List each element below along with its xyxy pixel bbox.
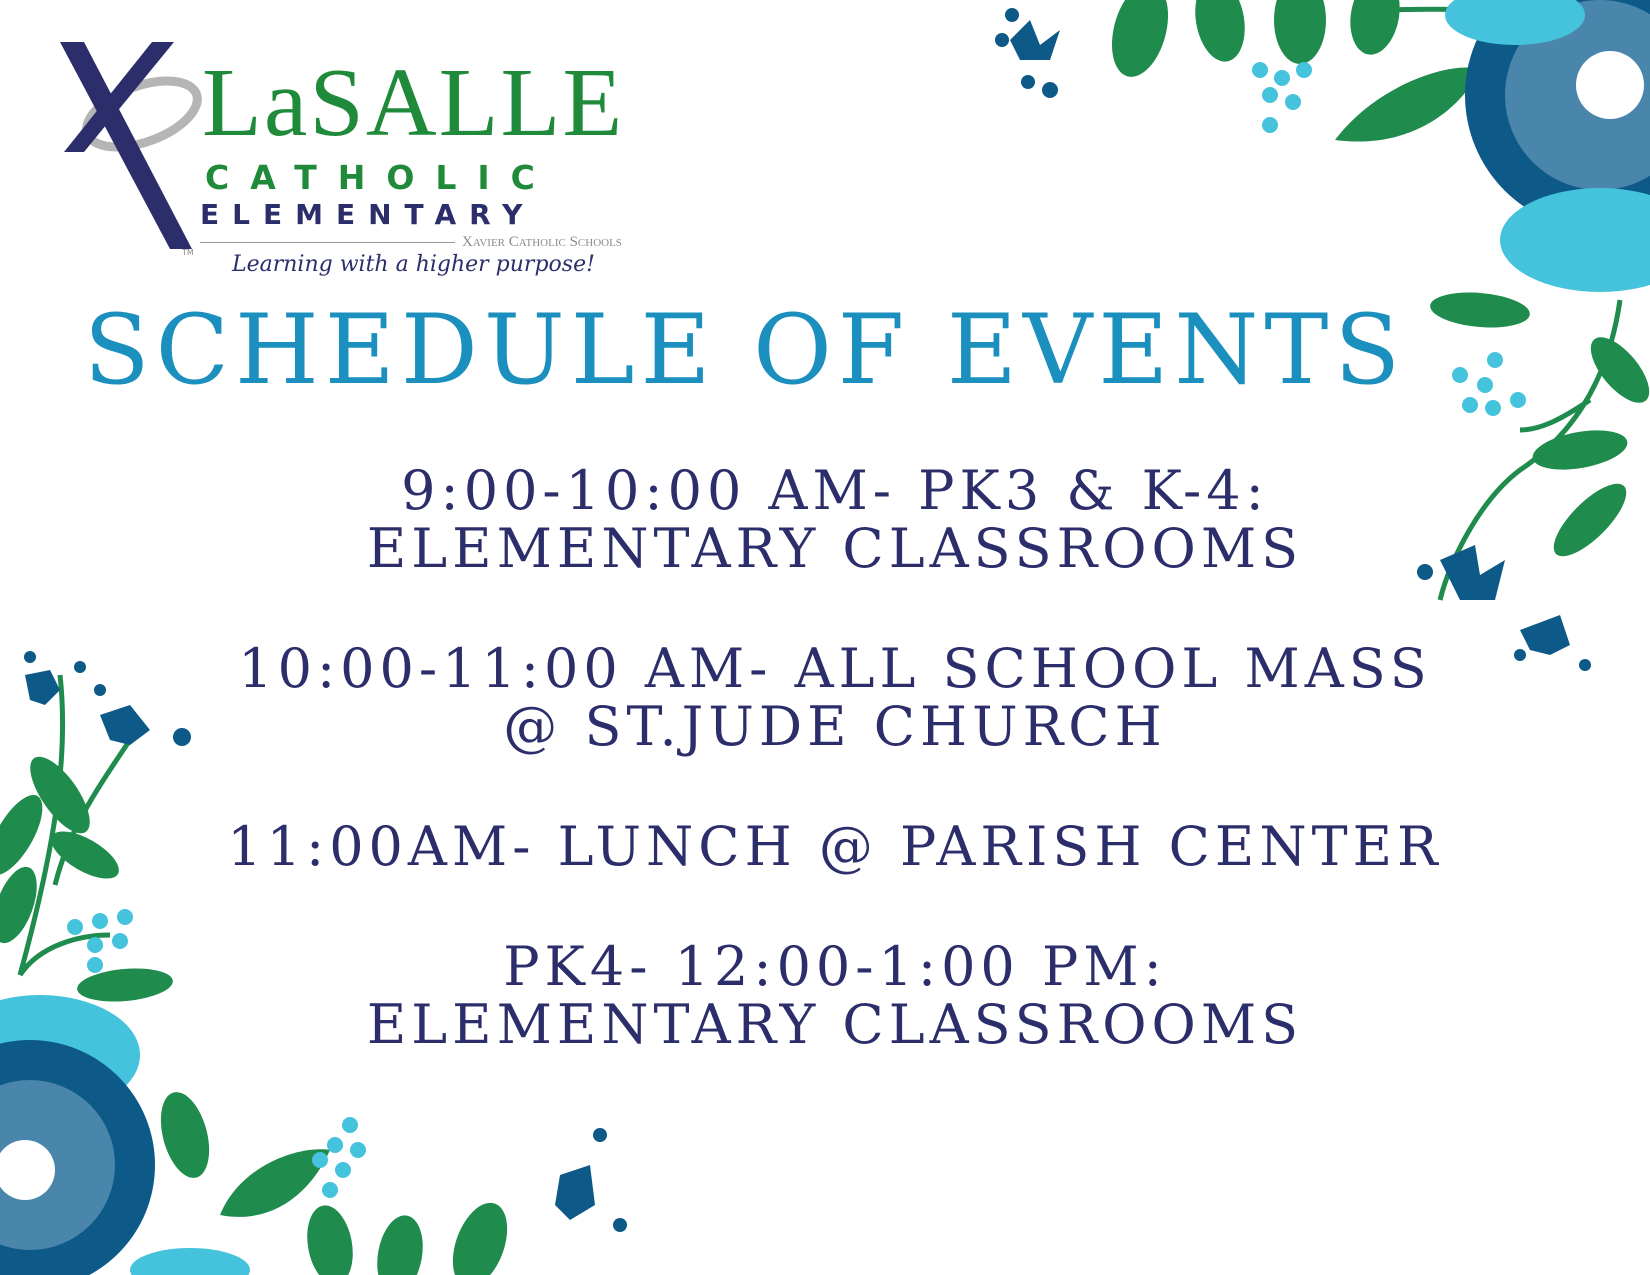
- event-location-line: ELEMENTARY CLASSROOMS: [366, 517, 1304, 580]
- dot: [1285, 94, 1301, 110]
- event-item: [150, 459, 1520, 580]
- logo-network-text: Xavier Catholic Schools: [462, 234, 622, 250]
- logo-tagline: Learning with a higher purpose!: [232, 252, 595, 277]
- flower-center: [1576, 51, 1644, 119]
- dot: [335, 1162, 351, 1178]
- dot: [1262, 87, 1278, 103]
- dot: [322, 1182, 338, 1198]
- big-flower-top-right: [1445, 0, 1650, 292]
- event-location-line: ELEMENTARY CLASSROOMS: [366, 993, 1304, 1056]
- event-item: [150, 815, 1520, 878]
- leaf-shape: [1189, 0, 1251, 66]
- leaf-shape: [301, 1202, 358, 1275]
- logo-elementary-text: ELEMENTARY: [200, 198, 536, 231]
- sprig-shape: [555, 1165, 595, 1220]
- dot: [350, 1142, 366, 1158]
- event-location-line: @ ST.JUDE CHURCH: [503, 695, 1167, 758]
- dot: [593, 1128, 607, 1142]
- dot: [1042, 82, 1058, 98]
- dot: [67, 919, 83, 935]
- event-item: [150, 935, 1520, 1056]
- logo-catholic-text: CATHOLIC: [205, 158, 556, 197]
- dot: [117, 909, 133, 925]
- page-title: SCHEDULE OF EVENTS: [83, 294, 1407, 406]
- leaf-shape: [1274, 0, 1326, 64]
- event-item: [150, 637, 1520, 758]
- event-time-line: 11:00AM- LUNCH @ PARISH CENTER: [227, 815, 1443, 878]
- dot: [112, 933, 128, 949]
- leaf-shape: [152, 1087, 217, 1183]
- dot: [24, 651, 36, 663]
- sprig-shape: [1520, 615, 1570, 655]
- sprig-shape: [1010, 20, 1060, 60]
- dot: [613, 1218, 627, 1232]
- dot: [342, 1117, 358, 1133]
- sprig-shape: [100, 705, 150, 745]
- leaf-shape: [371, 1212, 428, 1275]
- dot: [1510, 392, 1526, 408]
- dot: [87, 957, 103, 973]
- school-logo: [42, 34, 625, 277]
- leaf-shape: [1543, 473, 1636, 566]
- event-time-line: 10:00-11:00 AM- ALL SCHOOL MASS: [238, 637, 1432, 700]
- dot: [1005, 8, 1019, 22]
- dot: [327, 1137, 343, 1153]
- dot: [995, 33, 1009, 47]
- dot: [1579, 659, 1591, 671]
- leaf-shape: [1102, 0, 1177, 83]
- leaf-shape: [1580, 328, 1650, 412]
- dot: [312, 1152, 328, 1168]
- sprig-shape: [25, 670, 60, 705]
- logo-wordmark: LaSALLE: [202, 49, 625, 157]
- dot: [1252, 62, 1268, 78]
- dot: [92, 913, 108, 929]
- dot: [1262, 117, 1278, 133]
- event-schedule: [150, 459, 1520, 1056]
- event-time-line: PK4- 12:00-1:00 PM:: [503, 935, 1167, 998]
- event-time-line: 9:00-10:00 AM- PK3 & K-4:: [401, 459, 1269, 522]
- leaf-shape: [1335, 68, 1480, 142]
- dot: [94, 684, 106, 696]
- logo-divider: [200, 242, 455, 243]
- dot: [74, 661, 86, 673]
- leaf-shape: [442, 1195, 517, 1275]
- flower-petal-light: [130, 1248, 250, 1275]
- dot: [1296, 62, 1312, 78]
- dot: [1485, 400, 1501, 416]
- logo-trademark: TM: [182, 248, 194, 257]
- dot: [87, 937, 103, 953]
- dot: [1274, 70, 1290, 86]
- dot: [1021, 75, 1035, 89]
